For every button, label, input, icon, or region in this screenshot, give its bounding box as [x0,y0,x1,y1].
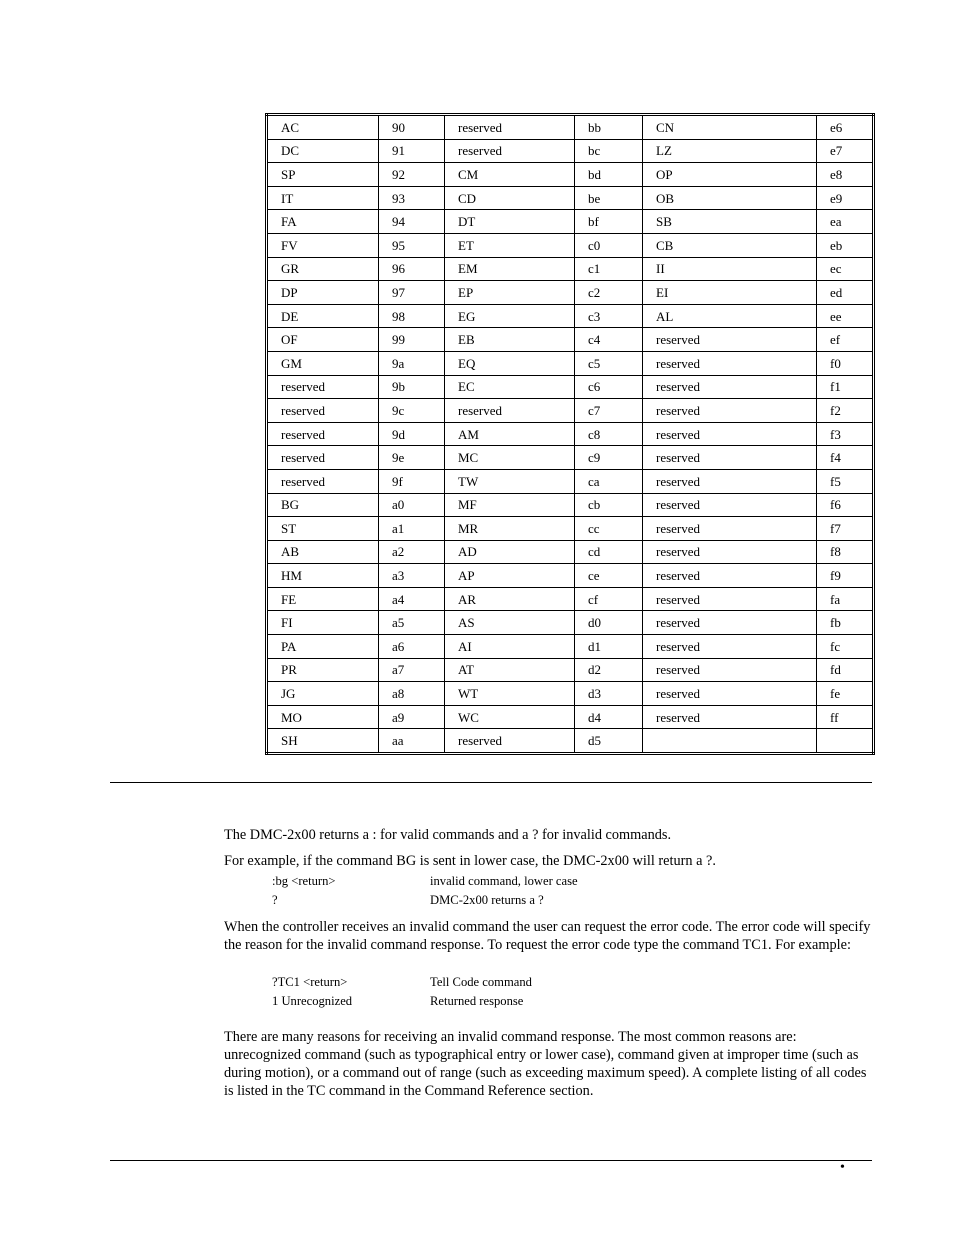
table-row [267,658,874,682]
table-cell: FI [267,611,379,635]
table-cell: reserved [267,469,379,493]
table-cell: AM [445,422,575,446]
section-divider [110,782,872,783]
table-cell: MR [445,517,575,541]
table-cell: f7 [817,517,874,541]
command-opcode-table [265,113,875,755]
table-cell: d3 [575,682,643,706]
table-cell: f1 [817,375,874,399]
example-line [272,891,832,910]
footer-bullet: • [840,1160,845,1175]
table-cell: ec [817,257,874,281]
table-cell: OP [643,163,817,187]
table-cell: EQ [445,351,575,375]
example-code: :bg <return> [272,874,336,888]
table-cell: CN [643,115,817,140]
table-cell: bc [575,139,643,163]
example-code: ?TC1 <return> [272,975,348,989]
table-cell: TW [445,469,575,493]
table-cell: reserved [267,422,379,446]
table-cell: c2 [575,281,643,305]
table-cell: GR [267,257,379,281]
table-row [267,233,874,257]
table-cell: OF [267,328,379,352]
example-line [272,992,832,1011]
table-cell: CB [643,233,817,257]
table-cell: reserved [643,635,817,659]
table-cell: a6 [379,635,445,659]
table-cell: f0 [817,351,874,375]
table-cell: DT [445,210,575,234]
table-cell: bb [575,115,643,140]
table-row [267,328,874,352]
table-cell: a0 [379,493,445,517]
table-cell: reserved [643,587,817,611]
table-cell: WC [445,705,575,729]
table-row [267,399,874,423]
table-row [267,375,874,399]
table-cell: 90 [379,115,445,140]
table-cell: f8 [817,540,874,564]
table-row [267,186,874,210]
table-row [267,163,874,187]
table-cell: IT [267,186,379,210]
table-cell: a8 [379,682,445,706]
table-cell: fb [817,611,874,635]
table-row [267,139,874,163]
table-row [267,729,874,754]
table-cell: e6 [817,115,874,140]
table-cell: a1 [379,517,445,541]
table-cell: reserved [643,493,817,517]
table-row [267,446,874,470]
table-cell: c9 [575,446,643,470]
table-cell: ce [575,564,643,588]
table-cell: reserved [643,611,817,635]
table-cell [817,729,874,754]
table-cell: reserved [643,540,817,564]
table-cell [643,729,817,754]
table-cell: FV [267,233,379,257]
example-code: 1 Unrecognized [272,994,353,1008]
table-cell: e9 [817,186,874,210]
table-cell: ST [267,517,379,541]
table-cell: reserved [643,705,817,729]
table-cell: EC [445,375,575,399]
table-cell: cb [575,493,643,517]
table-row [267,517,874,541]
table-cell: reserved [445,139,575,163]
table-cell: 97 [379,281,445,305]
table-cell: AD [445,540,575,564]
table-row [267,351,874,375]
table-cell: bf [575,210,643,234]
table-cell: DP [267,281,379,305]
table-cell: a7 [379,658,445,682]
table-row [267,281,874,305]
table-cell: 9c [379,399,445,423]
footer-divider [110,1160,872,1161]
table-cell: reserved [643,328,817,352]
table-cell: c6 [575,375,643,399]
table-cell: reserved [267,375,379,399]
table-row [267,611,874,635]
table-row [267,493,874,517]
table-cell: ff [817,705,874,729]
table-cell: e7 [817,139,874,163]
table-row [267,210,874,234]
table-cell: MF [445,493,575,517]
table-cell: EG [445,304,575,328]
table-row [267,682,874,706]
table-row [267,469,874,493]
table-cell: f6 [817,493,874,517]
paragraph-example-intro: For example, if the command BG is sent in lower case, the DMC-2x00 will return a ?. [224,853,716,869]
table-cell: c0 [575,233,643,257]
table-cell: SP [267,163,379,187]
table-cell: a2 [379,540,445,564]
table-cell: ea [817,210,874,234]
paragraph-valid-response: The DMC-2x00 returns a : for valid commands and a ? for invalid commands. [224,827,672,843]
table-cell: a4 [379,587,445,611]
table-cell: c1 [575,257,643,281]
table-cell: d5 [575,729,643,754]
table-cell: AC [267,115,379,140]
table-cell: reserved [643,564,817,588]
table-cell: PR [267,658,379,682]
table-cell: 96 [379,257,445,281]
table-cell: reserved [643,375,817,399]
table-cell: be [575,186,643,210]
table-cell: cc [575,517,643,541]
example-description: Tell Code command [430,975,532,989]
table-cell: CM [445,163,575,187]
table-cell: f5 [817,469,874,493]
table-cell: EP [445,281,575,305]
table-cell: 93 [379,186,445,210]
table-cell: 94 [379,210,445,234]
table-cell: 9e [379,446,445,470]
table-cell: fd [817,658,874,682]
table-cell: OB [643,186,817,210]
table-cell: fa [817,587,874,611]
table-cell: c5 [575,351,643,375]
table-cell: a3 [379,564,445,588]
table-cell: MC [445,446,575,470]
table-cell: reserved [643,469,817,493]
table-cell: SH [267,729,379,754]
table-cell: 9f [379,469,445,493]
table-cell: c3 [575,304,643,328]
table-cell: II [643,257,817,281]
table-cell: reserved [445,729,575,754]
example-description: Returned response [430,994,524,1008]
table-cell: ET [445,233,575,257]
table-cell: reserved [445,399,575,423]
table-cell: 95 [379,233,445,257]
table-body [267,115,874,754]
example-tell-code [272,973,832,1011]
table-cell: e8 [817,163,874,187]
table-cell: fc [817,635,874,659]
table-cell: WT [445,682,575,706]
table-cell: SB [643,210,817,234]
table-cell: reserved [267,399,379,423]
table-cell: reserved [445,115,575,140]
table-cell: c4 [575,328,643,352]
table-cell: d0 [575,611,643,635]
table-cell: AR [445,587,575,611]
table-cell: 92 [379,163,445,187]
table-cell: EM [445,257,575,281]
table-cell: reserved [643,446,817,470]
example-description: invalid command, lower case [430,874,578,888]
table-cell: reserved [267,446,379,470]
table-cell: AB [267,540,379,564]
table-cell: reserved [643,422,817,446]
table-cell: EB [445,328,575,352]
table-cell: MO [267,705,379,729]
table-cell: c7 [575,399,643,423]
table-cell: bd [575,163,643,187]
table-cell: ee [817,304,874,328]
table-cell: LZ [643,139,817,163]
table-cell: DE [267,304,379,328]
table-cell: cf [575,587,643,611]
table-row [267,540,874,564]
table-cell: FE [267,587,379,611]
table-cell: FA [267,210,379,234]
table-cell: HM [267,564,379,588]
paragraph-error-code: When the controller receives an invalid command the user can request the error code. The error code will specify the reason for the invalid command response. To request the error code type the command TC1. For example: [224,919,871,953]
table-row [267,115,874,140]
table-cell: reserved [643,351,817,375]
table-cell: ef [817,328,874,352]
table-cell: 98 [379,304,445,328]
table-cell: JG [267,682,379,706]
table-cell: AP [445,564,575,588]
example-line [272,872,832,891]
example-description: DMC-2x00 returns a ? [430,893,544,907]
table-cell: 9d [379,422,445,446]
table-row [267,257,874,281]
table-cell: 9b [379,375,445,399]
table-cell: f9 [817,564,874,588]
table-cell: ed [817,281,874,305]
table-cell: EI [643,281,817,305]
table-row [267,304,874,328]
table-row [267,705,874,729]
table-cell: f2 [817,399,874,423]
table-cell: reserved [643,399,817,423]
table-cell: a9 [379,705,445,729]
table-cell: AI [445,635,575,659]
table-cell: GM [267,351,379,375]
table-row [267,422,874,446]
table-cell: CD [445,186,575,210]
table-cell: f3 [817,422,874,446]
table-cell: d1 [575,635,643,659]
table-cell: 99 [379,328,445,352]
paragraph-invalid-reasons: There are many reasons for receiving an invalid command response. The most common reasons are: unrecognized command (such as typographical entry or lower case), command given at improper time (such as during motion), or a command out of range (such as exceeding maximum speed). A complete listing of all codes is listed in the TC command in the Command Reference section. [224,1029,867,1099]
table-cell: reserved [643,658,817,682]
table-cell: reserved [643,682,817,706]
table-cell: c8 [575,422,643,446]
table-cell: ca [575,469,643,493]
table-cell: fe [817,682,874,706]
table-cell: aa [379,729,445,754]
table-cell: AS [445,611,575,635]
table-cell: 9a [379,351,445,375]
table-cell: AL [643,304,817,328]
example-code: ? [272,893,278,907]
table-row [267,564,874,588]
table-cell: DC [267,139,379,163]
table-cell: d4 [575,705,643,729]
example-lowercase [272,872,832,910]
table-cell: d2 [575,658,643,682]
table-cell: AT [445,658,575,682]
table-cell: reserved [643,517,817,541]
table-cell: PA [267,635,379,659]
table-cell: 91 [379,139,445,163]
table-cell: eb [817,233,874,257]
table-cell: BG [267,493,379,517]
example-line [272,973,832,992]
table-cell: f4 [817,446,874,470]
table-row [267,587,874,611]
table-cell: a5 [379,611,445,635]
table-cell: cd [575,540,643,564]
table-row [267,635,874,659]
